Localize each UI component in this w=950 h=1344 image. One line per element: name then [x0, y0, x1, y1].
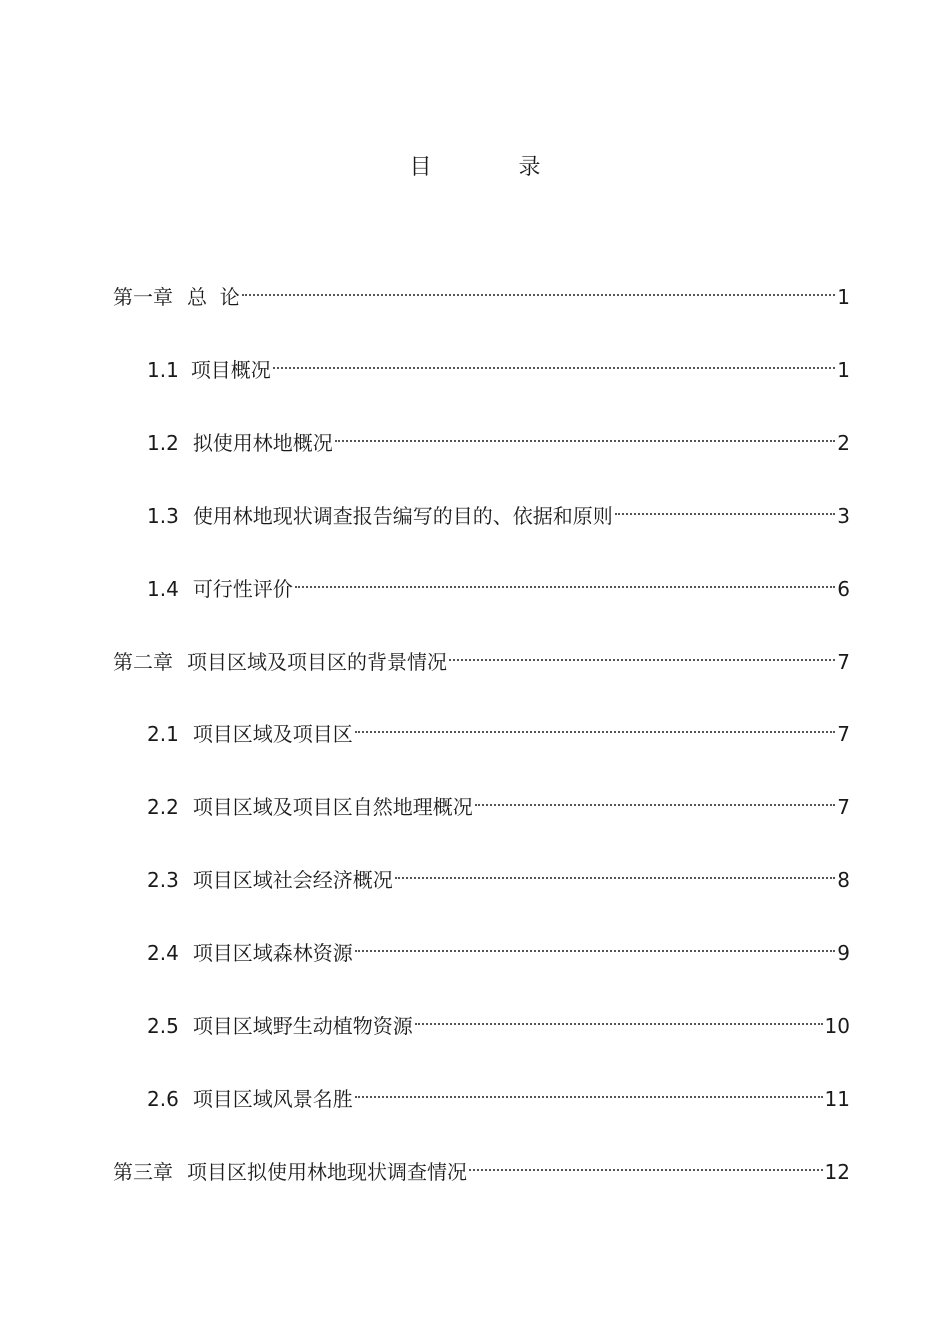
toc-entry-title: 项目区拟使用林地现状调查情况: [187, 1160, 467, 1184]
toc-entry-number: 2.4: [147, 941, 179, 965]
toc-entry-title: 项目区域及项目区: [192, 722, 353, 746]
toc-dot-leader: [242, 268, 836, 304]
toc-entry-number: 1.3: [147, 504, 179, 528]
toc-dot-leader: [395, 851, 835, 887]
toc-entry-number: 1.4: [147, 577, 179, 601]
toc-entry-number: 2.6: [147, 1087, 179, 1111]
toc-entry-page: 8: [837, 868, 850, 892]
toc-dot-leader: [469, 1143, 823, 1179]
toc-entry-title: 项目区域森林资源: [192, 941, 353, 965]
toc-entry-number: 2.1: [147, 722, 179, 746]
toc-dot-leader: [475, 778, 835, 814]
toc-entry-page: 3: [837, 504, 850, 528]
toc-dot-leader: [273, 341, 835, 377]
toc-entry-page: 6: [837, 577, 850, 601]
toc-entry-title: 项目区域及项目区的背景情况: [187, 650, 447, 674]
toc-entry-chapter-2[interactable]: [113, 633, 850, 674]
toc-dot-leader: [355, 705, 835, 741]
toc-entry-title: 项目区域风景名胜: [192, 1087, 353, 1111]
toc-entry-number: 1.2: [147, 431, 179, 455]
toc-entry-2-1[interactable]: [147, 705, 850, 746]
toc-entry-title: 拟使用林地概况: [192, 431, 333, 455]
toc-entry-page: 7: [837, 650, 850, 674]
toc-entry-title: 可行性评价: [192, 577, 293, 601]
toc-entry-2-5[interactable]: [147, 997, 850, 1038]
toc-entry-chapter-3[interactable]: [113, 1143, 850, 1184]
toc-entry-number: 第二章: [113, 650, 173, 674]
toc-entry-page: 11: [824, 1087, 850, 1111]
toc-entry-number: 第一章: [113, 285, 173, 309]
toc-entry-number: 2.5: [147, 1014, 179, 1038]
toc-entry-number: 2.3: [147, 868, 179, 892]
toc-entry-title: 总 论: [187, 285, 240, 309]
toc-dot-leader: [449, 633, 835, 669]
toc-entry-1-1[interactable]: [147, 341, 850, 382]
toc-dot-leader: [355, 1070, 823, 1106]
toc-entry-title: 项目区域及项目区自然地理概况: [192, 795, 473, 819]
toc-entry-2-4[interactable]: [147, 924, 850, 965]
toc-entry-page: 7: [837, 795, 850, 819]
toc-entry-title: 使用林地现状调查报告编写的目的、依据和原则: [192, 504, 613, 528]
toc-entry-chapter-1[interactable]: [113, 268, 850, 309]
toc-dot-leader: [615, 487, 835, 523]
toc-entry-page: 2: [837, 431, 850, 455]
toc-entry-2-2[interactable]: [147, 778, 850, 819]
toc-dot-leader: [335, 414, 835, 450]
toc-entry-number: 1.1: [147, 358, 179, 382]
toc-entry-1-2[interactable]: [147, 414, 850, 455]
toc-entry-title: 项目概况: [190, 358, 271, 382]
toc-entry-title: 项目区域野生动植物资源: [192, 1014, 413, 1038]
toc-entry-1-4[interactable]: [147, 560, 850, 601]
toc-entry-2-3[interactable]: [147, 851, 850, 892]
toc-entry-page: 1: [837, 358, 850, 382]
toc-entry-page: 9: [837, 941, 850, 965]
toc-dot-leader: [295, 560, 835, 596]
toc-dot-leader: [415, 997, 823, 1033]
toc-entry-2-6[interactable]: [147, 1070, 850, 1111]
toc-entry-1-3[interactable]: [147, 487, 850, 528]
toc-entry-number: 2.2: [147, 795, 179, 819]
toc-entry-page: 12: [824, 1160, 850, 1184]
toc-dot-leader: [355, 924, 835, 960]
toc-entry-number: 第三章: [113, 1160, 173, 1184]
toc-entry-page: 10: [824, 1014, 850, 1038]
toc-entry-title: 项目区域社会经济概况: [192, 868, 393, 892]
page-title: 目 录: [409, 155, 581, 180]
toc-entry-page: 1: [837, 285, 850, 309]
toc-entry-page: 7: [837, 722, 850, 746]
